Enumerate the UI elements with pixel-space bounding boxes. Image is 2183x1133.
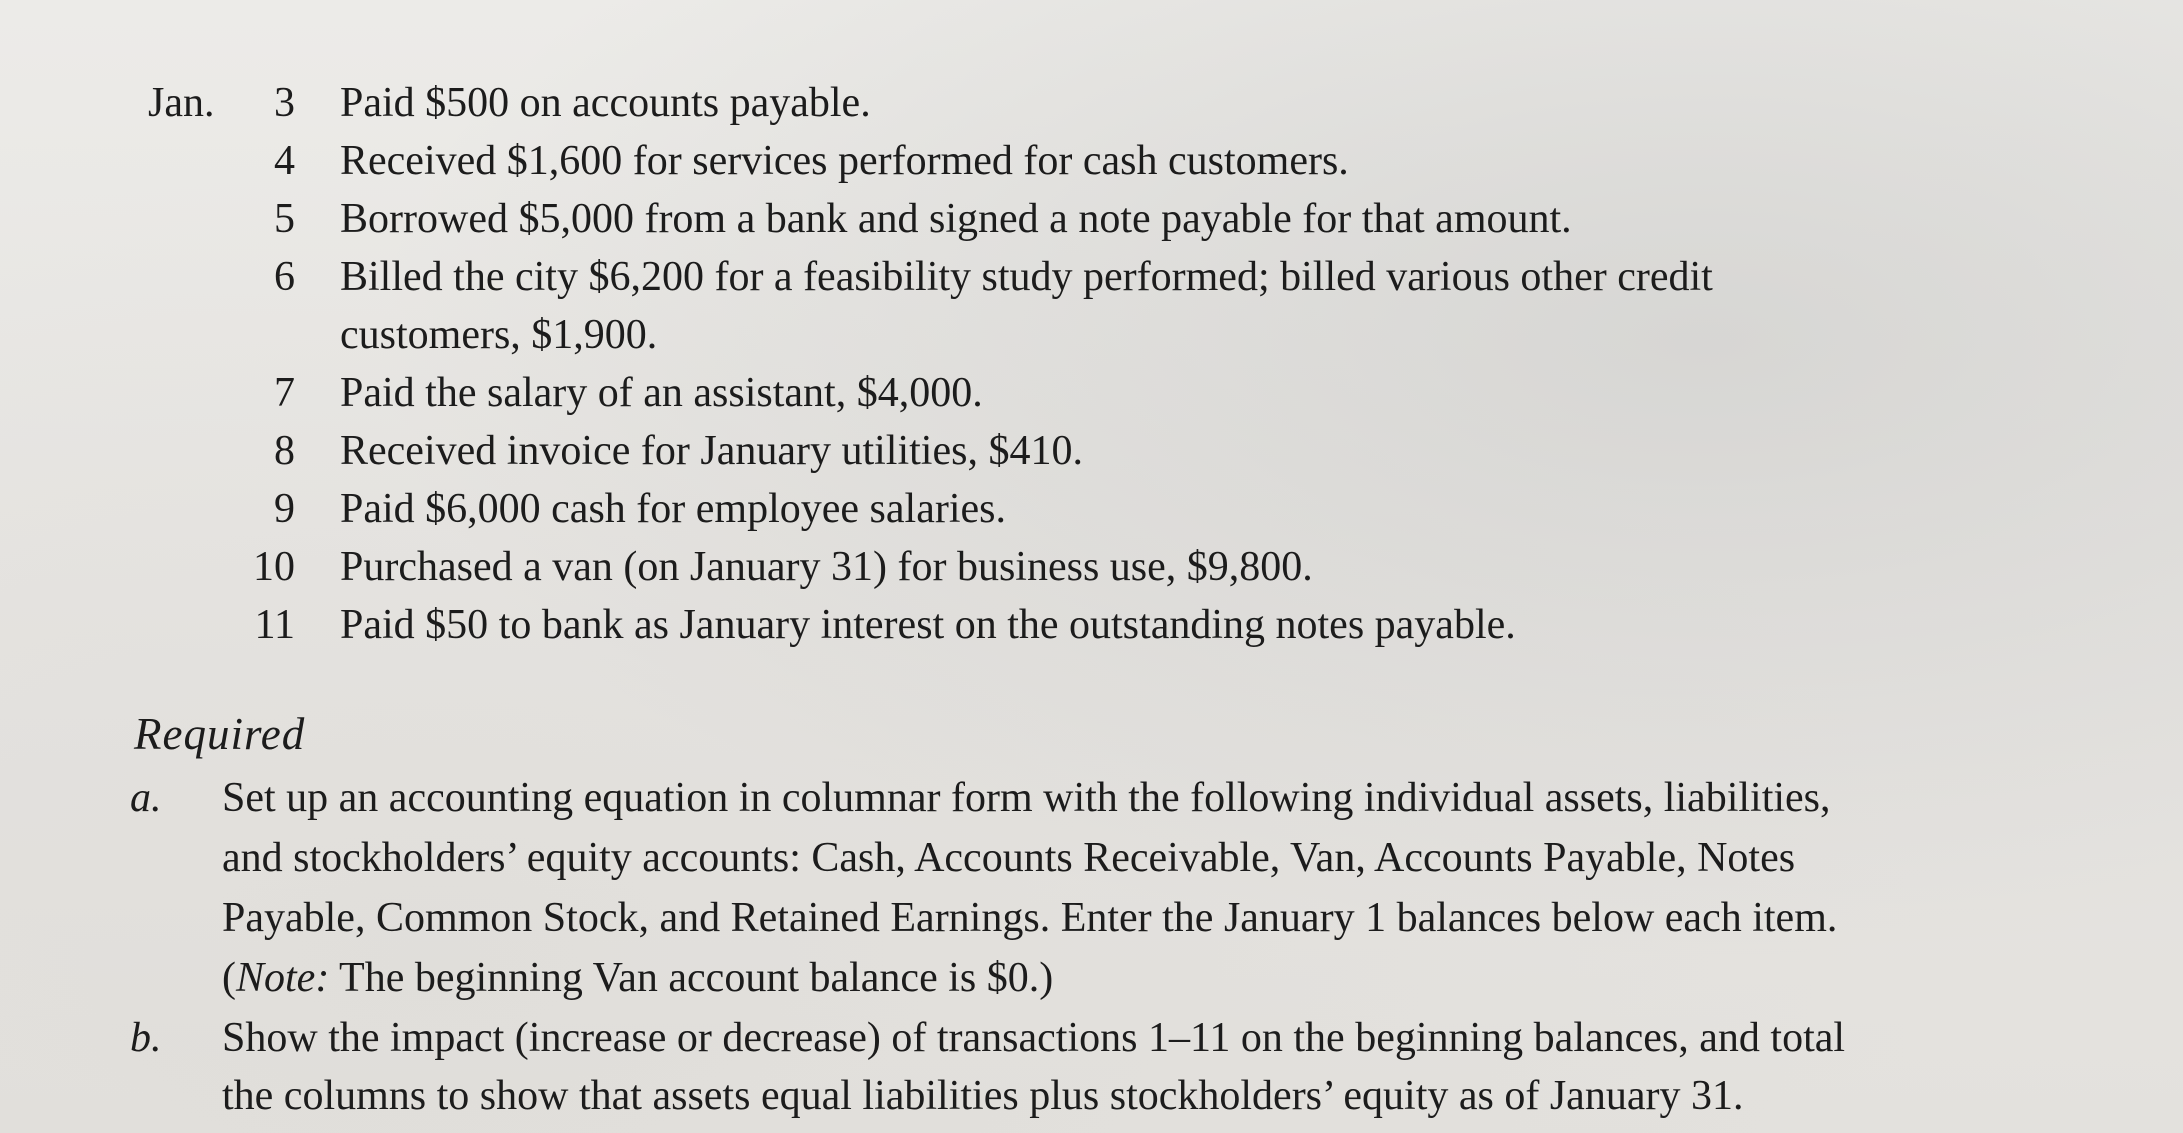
note-label: Note: <box>236 955 330 1001</box>
transaction-description: Billed the city $6,200 for a feasibility study performed; billed various other credit <box>340 254 1713 300</box>
transaction-description: Received $1,600 for services performed for cash customers. <box>340 138 1349 184</box>
transaction-description: Paid $500 on accounts payable. <box>340 80 871 126</box>
transaction-description: Paid $6,000 cash for employee salaries. <box>340 486 1006 532</box>
transaction-description: Paid $50 to bank as January interest on the outstanding notes payable. <box>340 602 1516 648</box>
requirement-letter: a. <box>130 775 162 821</box>
transaction-description: Borrowed $5,000 from a bank and signed a note payable for that amount. <box>340 196 1572 242</box>
transaction-number: 3 <box>274 80 295 126</box>
required-heading: Required <box>134 709 306 759</box>
transaction-description: Received invoice for January utilities, $410. <box>340 428 1083 474</box>
requirement-note <box>222 948 1053 1008</box>
requirement-text-line: and stockholders’ equity accounts: Cash, Accounts Receivable, Van, Accounts Payable, Notes <box>222 835 1796 881</box>
transaction-number: 5 <box>274 196 295 242</box>
transaction-number: 8 <box>274 428 295 474</box>
transaction-description: Paid the salary of an assistant, $4,000. <box>340 370 983 416</box>
requirement-text-line: Show the impact (increase or decrease) of transactions 1–11 on the beginning balances, and total <box>222 1015 1846 1061</box>
requirement-text-line: Set up an accounting equation in columnar form with the following individual assets, liabilities, <box>222 775 1831 821</box>
transaction-description: Purchased a van (on January 31) for business use, $9,800. <box>340 544 1313 590</box>
requirement-text-line: Payable, Common Stock, and Retained Earnings. Enter the January 1 balances below each item. <box>222 895 1838 941</box>
requirement-letter: b. <box>130 1015 162 1061</box>
note-open-paren: ( <box>222 955 236 1001</box>
transaction-number: 6 <box>274 254 295 300</box>
transaction-number: 9 <box>274 486 295 532</box>
transaction-number: 11 <box>254 602 295 648</box>
transaction-description-continued: customers, $1,900. <box>340 312 658 358</box>
transaction-number: 7 <box>274 370 295 416</box>
transaction-number: 10 <box>253 544 295 590</box>
month-label: Jan. <box>148 80 215 126</box>
transaction-number: 4 <box>274 138 295 184</box>
requirement-text-line: the columns to show that assets equal liabilities plus stockholders’ equity as of January 31. <box>222 1073 1744 1119</box>
note-text: The beginning Van account balance is $0.) <box>329 955 1054 1001</box>
